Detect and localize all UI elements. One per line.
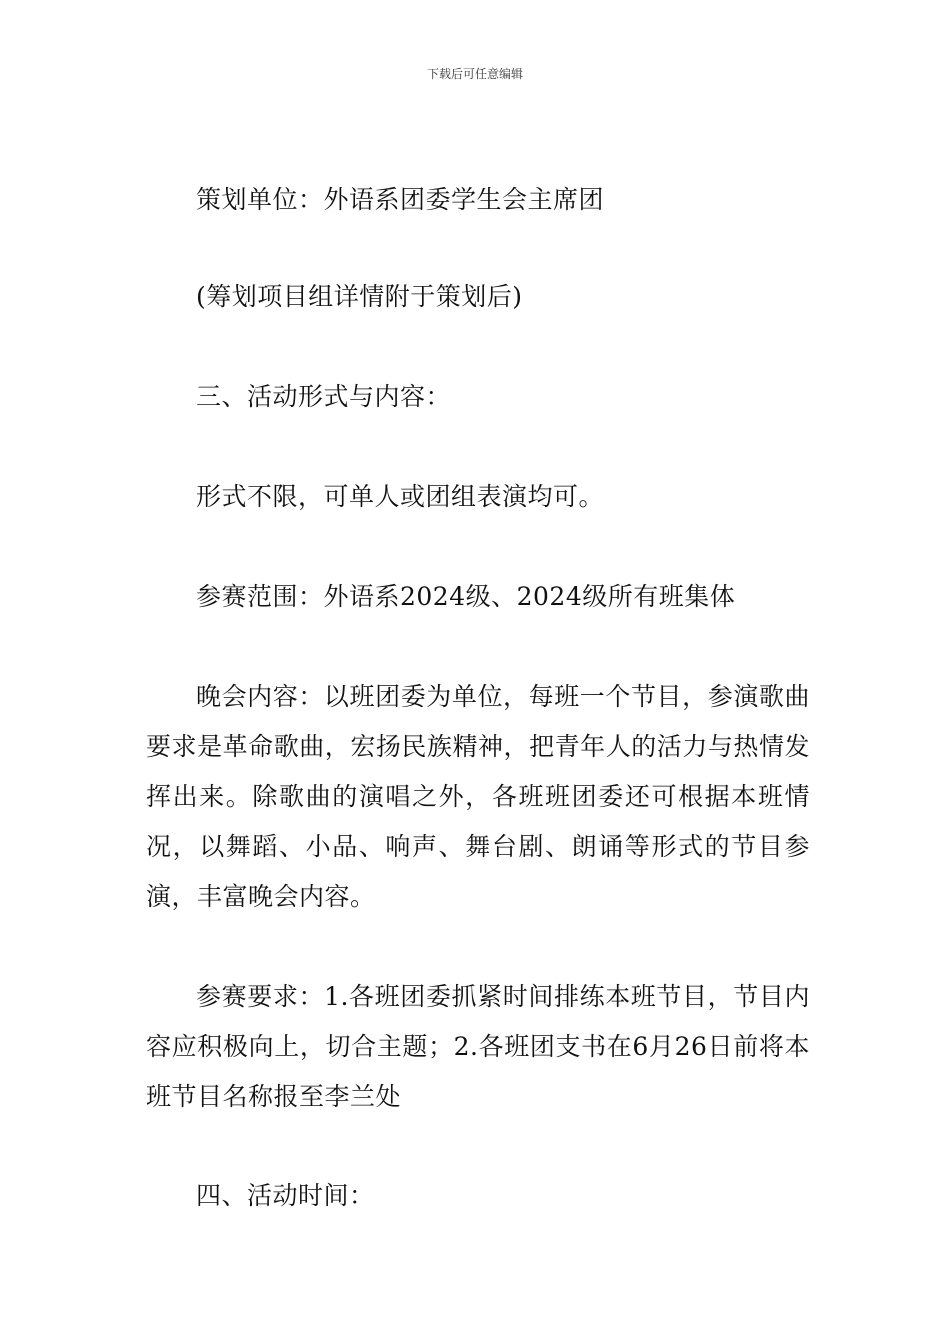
paragraph-participation-requirements: 参赛要求：1.各班团委抓紧时间排练本班节目，节目内容应积极向上，切合主题；2.各班团支书在6月26日前将本班节目名称报至李兰处: [146, 982, 810, 1111]
paragraph-project-group-note: (筹划项目组详情附于策划后): [196, 282, 523, 311]
page-header-note: 下载后可任意编辑: [426, 67, 523, 81]
paragraph-planning-unit: 策划单位：外语系团委学生会主席团: [196, 185, 605, 214]
section-heading-activity-form: 三、活动形式与内容：: [196, 382, 452, 411]
paragraph-evening-content: 晚会内容：以班团委为单位，每班一个节目，参演歌曲要求是革命歌曲，宏扬民族精神，把青年人的活力与热情发挥出来。除歌曲的演唱之外，各班班团委还可根据本班情况，以舞蹈、小品、响声、舞台剧、朗诵等形式的节目参演，丰富晚会内容。: [146, 682, 810, 911]
paragraph-form: 形式不限，可单人或团组表演均可。: [196, 482, 605, 511]
section-heading-activity-time: 四、活动时间：: [196, 1181, 375, 1210]
paragraph-participation-scope: 参赛范围：外语系2024级、2024级所有班集体: [196, 582, 736, 611]
